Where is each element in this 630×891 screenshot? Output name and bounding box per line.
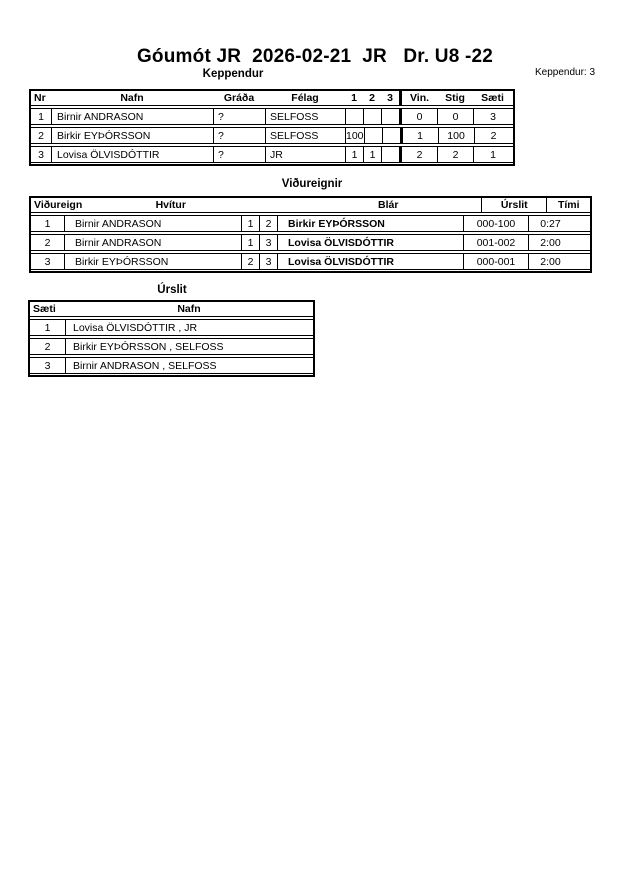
column-header — [259, 198, 277, 212]
table-cell: 2 — [44, 236, 51, 249]
table-cell: Birkir EYÞÓRSSON — [277, 216, 463, 231]
table-cell — [364, 128, 382, 143]
table-cell: 1 — [400, 128, 438, 143]
table-cell: 1 — [241, 235, 259, 250]
table-cell: 2 — [241, 254, 259, 269]
table-cell: SELFOSS — [265, 109, 345, 124]
column-header: Sæti — [481, 92, 504, 104]
table-cell: 100 — [438, 128, 474, 143]
table-cell: 0 — [399, 109, 437, 124]
table-cell — [381, 109, 399, 124]
table-cell: 1 — [44, 217, 51, 230]
keppendur-table — [29, 89, 515, 166]
column-header: Félag — [291, 92, 319, 104]
table-row — [31, 215, 590, 232]
table-cell: ? — [213, 128, 265, 143]
table-cell: Lovisa ÖLVISDÓTTIR , JR — [65, 320, 313, 335]
table-row — [30, 319, 313, 336]
table-row — [31, 127, 513, 144]
table-cell: Birkir EYÞÓRSSON , SELFOSS — [65, 339, 313, 354]
table-cell: Birnir ANDRASON — [64, 235, 241, 250]
table-cell: 1 — [38, 110, 44, 123]
table-row — [30, 338, 313, 355]
urslit-table — [28, 300, 315, 377]
column-header: 3 — [387, 92, 393, 104]
tournament-title: Góumót JR 2026-02-21 JR Dr. U8 -22 — [136, 46, 494, 67]
table-cell: 1 — [363, 147, 381, 162]
table-cell: ? — [213, 147, 265, 162]
table-cell: Lovisa ÖLVISDÓTTIR — [277, 235, 463, 250]
competitor-count: Keppendur: 3 — [535, 67, 596, 78]
table-cell: 000-001 — [463, 254, 528, 269]
table-cell: 001-002 — [463, 235, 528, 250]
table-cell: JR — [265, 147, 345, 162]
column-header: Stig — [445, 92, 465, 104]
column-header: Viðureign — [34, 199, 83, 211]
table-header-row — [30, 302, 313, 317]
column-header: Gráða — [223, 92, 255, 104]
table-row — [31, 253, 590, 270]
column-header: Vin. — [399, 91, 437, 105]
table-cell — [382, 128, 400, 143]
table-cell: Birnir ANDRASON — [51, 109, 213, 124]
table-row — [31, 108, 513, 125]
table-cell: 3 — [44, 359, 51, 372]
column-header: Blár — [378, 199, 399, 211]
table-cell: 1 — [345, 147, 363, 162]
table-cell: 2 — [259, 216, 277, 231]
table-cell — [345, 109, 363, 124]
column-header: Úrslit — [481, 198, 546, 212]
column-header: Nafn — [120, 92, 144, 104]
table-cell: 3 — [259, 254, 277, 269]
table-cell — [363, 109, 381, 124]
column-header: Tími — [546, 198, 590, 212]
table-cell: 1 — [473, 147, 512, 162]
table-cell: ? — [213, 109, 265, 124]
table-cell: Birnir ANDRASON , SELFOSS — [65, 358, 313, 373]
table-cell: SELFOSS — [265, 128, 345, 143]
table-cell: 2 — [437, 147, 473, 162]
table-cell: 1 — [241, 216, 259, 231]
table-cell: Lovisa ÖLVISDÓTTIR — [51, 147, 213, 162]
table-cell: Birkir EYÞÓRSSON — [51, 128, 213, 143]
table-header-row — [31, 198, 590, 213]
table-cell: 3 — [44, 255, 51, 268]
column-header: Nafn — [177, 303, 201, 315]
column-header: Sæti — [33, 303, 56, 315]
table-row — [30, 357, 313, 374]
table-row — [31, 146, 513, 163]
column-header: Hvítur — [155, 199, 186, 211]
table-cell: Birnir ANDRASON — [64, 216, 241, 231]
table-cell: 3 — [473, 109, 512, 124]
table-cell: 1 — [44, 321, 51, 334]
table-cell: 2:00 — [528, 235, 572, 250]
urslit-section-title: Úrslit — [157, 284, 187, 296]
table-cell: Lovisa ÖLVISDÓTTIR — [277, 254, 463, 269]
column-header: 2 — [369, 92, 375, 104]
column-header: Nr — [34, 92, 46, 104]
table-cell: 2:00 — [528, 254, 572, 269]
table-cell: 2 — [44, 340, 51, 353]
table-cell: Birkir EYÞÓRSSON — [64, 254, 241, 269]
table-cell: 000-100 — [463, 216, 528, 231]
table-cell: 100 — [346, 129, 364, 142]
table-header-row — [31, 91, 513, 106]
table-cell: 0:27 — [528, 216, 572, 231]
vidureignir-table — [29, 196, 592, 273]
table-cell: 0 — [437, 109, 473, 124]
table-cell: 3 — [259, 235, 277, 250]
table-row — [31, 234, 590, 251]
column-header — [277, 198, 295, 212]
column-header: 1 — [351, 92, 357, 104]
table-cell: 3 — [38, 148, 44, 161]
keppendur-section-title: Keppendur — [202, 68, 264, 80]
vidureignir-section-title: Viðureignir — [281, 178, 343, 190]
table-cell: 2 — [474, 128, 513, 143]
table-cell: 2 — [38, 129, 44, 142]
table-cell: 2 — [399, 147, 437, 162]
table-cell — [381, 147, 399, 162]
